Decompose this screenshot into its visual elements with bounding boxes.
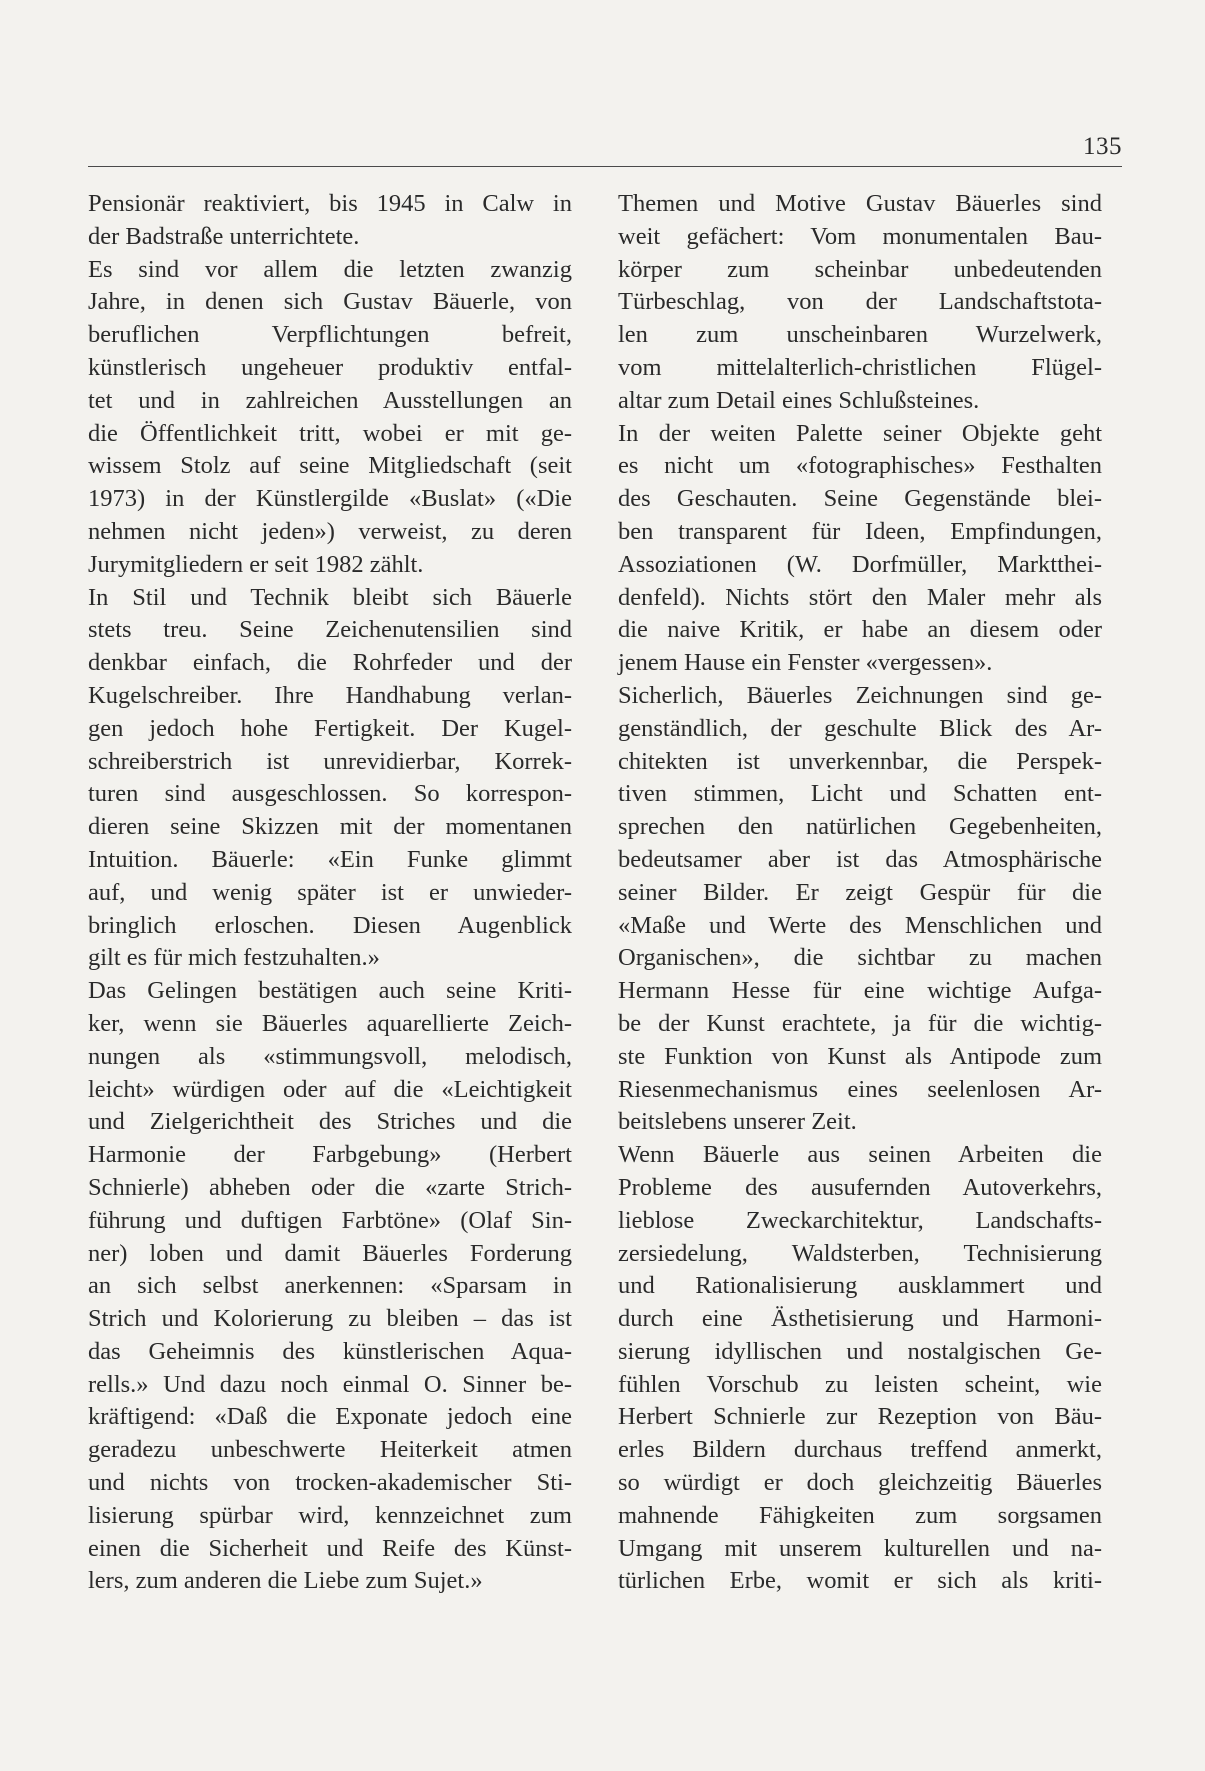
text-line: seiner Bilder. Er zeigt Gespür für die	[618, 878, 1102, 906]
text-line: künstlerisch ungeheuer produktiv entfal-	[88, 353, 572, 381]
text-line: und Zielgerichtheit des Striches und die	[88, 1108, 572, 1136]
text-line: «Maße und Werte des Menschlichen und	[618, 911, 1102, 939]
text-line: Herbert Schnierle zur Rezeption von Bäu-	[618, 1403, 1102, 1431]
left-text-column	[88, 188, 572, 1598]
text-line: so würdigt er doch gleichzeitig Bäuerles	[618, 1469, 1102, 1497]
text-line: sprechen den natürlichen Gegebenheiten,	[618, 813, 1102, 841]
text-line: des Geschauten. Seine Gegenstände blei-	[618, 485, 1102, 513]
text-line: beitslebens unserer Zeit.	[618, 1108, 857, 1136]
text-line: geradezu unbeschwerte Heiterkeit atmen	[88, 1436, 572, 1464]
text-line: vom mittelalterlich-christlichen Flügel-	[618, 353, 1102, 381]
text-line: ste Funktion von Kunst als Antipode zum	[618, 1042, 1102, 1070]
text-line: Pensionär reaktiviert, bis 1945 in Calw in	[88, 190, 572, 217]
text-line: türlichen Erbe, womit er sich als kriti-	[618, 1567, 1102, 1595]
text-line: Schnierle) abheben oder die «zarte Strich-	[88, 1173, 572, 1201]
text-line: die Öffentlichkeit tritt, wobei er mit ge-	[88, 419, 572, 447]
text-line: 1973) in der Künstlergilde «Buslat» («Die	[88, 485, 572, 513]
text-line: das Geheimnis des künstlerischen Aqua-	[88, 1337, 572, 1365]
text-line: fühlen Vorschub zu leisten scheint, wie	[618, 1370, 1102, 1398]
text-line: bringlich erloschen. Diesen Augenblick	[88, 911, 572, 939]
text-line: leicht» würdigen oder auf die «Leichtigkeit	[88, 1075, 572, 1103]
text-line: bedeutsamer aber ist das Atmosphärische	[618, 845, 1102, 873]
left-paragraph-1	[88, 188, 572, 254]
right-paragraph-2	[618, 418, 1102, 680]
text-line: und Rationalisierung ausklammert und	[618, 1272, 1102, 1300]
text-line: len zum unscheinbaren Wurzelwerk,	[618, 321, 1102, 349]
right-text-column	[618, 188, 1102, 1598]
text-line: beruflichen Verpflichtungen befreit,	[88, 321, 572, 349]
left-paragraph-4	[88, 975, 572, 1598]
text-line: einen die Sicherheit und Reife des Künst-	[88, 1534, 572, 1562]
text-line: genständlich, der geschulte Blick des Ar-	[618, 714, 1102, 742]
text-line: dieren seine Skizzen mit der momentanen	[88, 813, 572, 841]
text-line: nungen als «stimmungsvoll, melodisch,	[88, 1042, 572, 1070]
text-line: es nicht um «fotographisches» Festhalten	[618, 452, 1102, 480]
text-line: führung und duftigen Farbtöne» (Olaf Sin-	[88, 1206, 572, 1234]
text-line: altar zum Detail eines Schlußsteines.	[618, 386, 980, 414]
right-paragraph-3	[618, 680, 1102, 1139]
text-line: kräftigend: «Daß die Exponate jedoch eine	[88, 1403, 572, 1431]
text-line: tiven stimmen, Licht und Schatten ent-	[618, 780, 1102, 808]
text-line: In der weiten Palette seiner Objekte geht	[618, 419, 1102, 447]
header-rule	[88, 166, 1122, 167]
text-line: Jurymitgliedern er seit 1982 zählt.	[88, 550, 424, 578]
text-line: Jahre, in denen sich Gustav Bäuerle, von	[88, 288, 572, 316]
text-line: Themen und Motive Gustav Bäuerles sind	[618, 190, 1102, 217]
text-line: wissem Stolz auf seine Mitgliedschaft (seit	[88, 452, 572, 480]
text-line: Harmonie der Farbgebung» (Herbert	[88, 1141, 572, 1169]
text-line: Türbeschlag, von der Landschaftstota-	[618, 288, 1102, 316]
text-line: Sicherlich, Bäuerles Zeichnungen sind ge-	[618, 681, 1102, 709]
text-line: Strich und Kolorierung zu bleiben – das ist	[88, 1305, 572, 1333]
text-line: der Badstraße unterrichtete.	[88, 222, 360, 250]
text-line: lisierung spürbar wird, kennzeichnet zum	[88, 1501, 572, 1529]
text-line: Assoziationen (W. Dorfmüller, Marktthei-	[618, 550, 1102, 578]
text-line: stets treu. Seine Zeichenutensilien sind	[88, 616, 572, 644]
text-line: In Stil und Technik bleibt sich Bäuerle	[88, 583, 572, 611]
text-line: denfeld). Nichts stört den Maler mehr als	[618, 583, 1102, 611]
text-line: Es sind vor allem die letzten zwanzig	[88, 255, 572, 283]
text-line: an sich selbst anerkennen: «Sparsam in	[88, 1272, 572, 1300]
text-line: Wenn Bäuerle aus seinen Arbeiten die	[618, 1141, 1102, 1169]
text-line: mahnende Fähigkeiten zum sorgsamen	[618, 1501, 1102, 1529]
text-line: zersiedelung, Waldsterben, Technisierung	[618, 1239, 1102, 1267]
text-line: Umgang mit unserem kulturellen und na-	[618, 1534, 1102, 1562]
text-line: denkbar einfach, die Rohrfeder und der	[88, 649, 572, 677]
text-line: durch eine Ästhetisierung und Harmoni-	[618, 1305, 1102, 1333]
text-line: sierung idyllischen und nostalgischen Ge-	[618, 1337, 1102, 1365]
text-line: jenem Hause ein Fenster «vergessen».	[618, 649, 993, 677]
text-line: tet und in zahlreichen Ausstellungen an	[88, 386, 572, 414]
right-paragraph-4	[618, 1139, 1102, 1598]
page-number: 135	[1083, 133, 1122, 160]
text-line: ner) loben und damit Bäuerles Forderung	[88, 1239, 572, 1267]
text-line: körper zum scheinbar unbedeutenden	[618, 255, 1102, 283]
text-line: Organischen», die sichtbar zu machen	[618, 944, 1102, 972]
right-paragraph-1	[618, 188, 1102, 418]
text-line: Kugelschreiber. Ihre Handhabung verlan-	[88, 681, 572, 709]
text-line: schreiberstrich ist unrevidierbar, Korrek-	[88, 747, 572, 775]
text-line: rells.» Und dazu noch einmal O. Sinner be-	[88, 1370, 572, 1398]
text-line: Das Gelingen bestätigen auch seine Kriti-	[88, 977, 572, 1005]
text-line: ker, wenn sie Bäuerles aquarellierte Zeich-	[88, 1009, 572, 1037]
left-paragraph-3	[88, 582, 572, 976]
text-line: lers, zum anderen die Liebe zum Sujet.»	[88, 1567, 483, 1595]
text-line: gilt es für mich festzuhalten.»	[88, 944, 380, 972]
text-line: auf, und wenig später ist er unwieder-	[88, 878, 572, 906]
text-line: und nichts von trocken-akademischer Sti-	[88, 1469, 572, 1497]
text-line: Hermann Hesse für eine wichtige Aufga-	[618, 977, 1102, 1005]
text-line: be der Kunst erachtete, ja für die wichtig-	[618, 1009, 1102, 1037]
text-line: ben transparent für Ideen, Empfindungen,	[618, 517, 1102, 545]
text-line: Riesenmechanismus eines seelenlosen Ar-	[618, 1075, 1102, 1103]
text-line: erles Bildern durchaus treffend anmerkt,	[618, 1436, 1102, 1464]
text-line: turen sind ausgeschlossen. So korrespon-	[88, 780, 572, 808]
text-line: nehmen nicht jeden») verweist, zu deren	[88, 517, 572, 545]
text-line: chitekten ist unverkennbar, die Perspek-	[618, 747, 1102, 775]
text-line: lieblose Zweckarchitektur, Landschafts-	[618, 1206, 1102, 1234]
text-line: gen jedoch hohe Fertigkeit. Der Kugel-	[88, 714, 572, 742]
left-paragraph-2	[88, 254, 572, 582]
text-line: Intuition. Bäuerle: «Ein Funke glimmt	[88, 845, 572, 873]
text-line: die naive Kritik, er habe an diesem oder	[618, 616, 1102, 644]
text-line: weit gefächert: Vom monumentalen Bau-	[618, 222, 1102, 250]
text-line: Probleme des ausufernden Autoverkehrs,	[618, 1173, 1102, 1201]
